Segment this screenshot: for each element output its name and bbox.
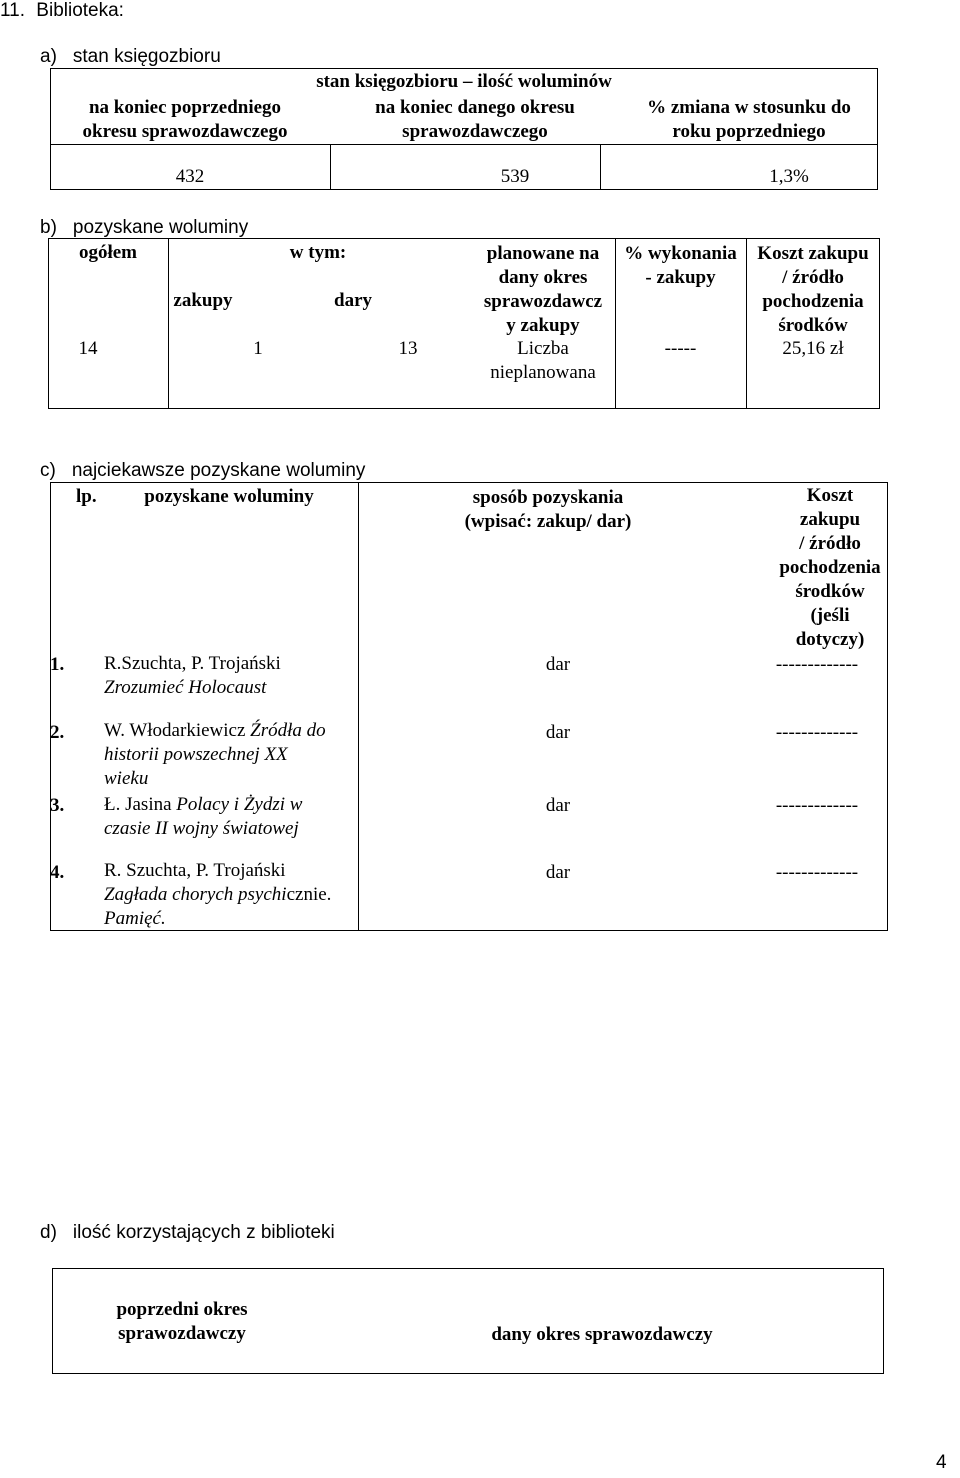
c-woluminy-header: pozyskane woluminy bbox=[144, 486, 314, 507]
b-wykonania-header: % wykonania - zakupy bbox=[624, 243, 737, 288]
b-dary-header: dary bbox=[334, 290, 372, 311]
subsection-d-label: d) ilość korzystających z biblioteki bbox=[40, 1222, 335, 1243]
section-number: 11. bbox=[0, 0, 26, 21]
b-w-tym-header: w tym: bbox=[289, 242, 347, 263]
c-lp-header: lp. bbox=[76, 486, 97, 507]
section-heading bbox=[0, 0, 124, 22]
table-a-value-3: 1,3% bbox=[769, 166, 809, 187]
c-row-4-book: R. Szuchta, P. Trojański Zagłada chorych psychicznie. Pamięć. bbox=[104, 860, 332, 929]
b-planowane-header: planowane na dany okres sprawozdawcz y zakupy bbox=[483, 243, 603, 336]
c-row-1-cost: ------------- bbox=[775, 654, 859, 675]
c-row-1-lp: 1. bbox=[50, 654, 65, 675]
subsection-a-label: a) stan księgozbioru bbox=[40, 46, 221, 67]
table-a-col3-header: % zmiana w stosunku do roku poprzedniego bbox=[647, 97, 851, 142]
table-a-col2-header: na koniec danego okresu sprawozdawczego bbox=[375, 97, 575, 142]
c-row-3-book: Ł. Jasina Polacy i Żydzi w czasie II wojny światowej bbox=[104, 794, 303, 839]
c-row-2-cost: ------------- bbox=[775, 722, 859, 743]
c-row-2-how: dar bbox=[545, 722, 571, 743]
c-row-2-lp: 2. bbox=[50, 722, 65, 743]
d-col1-header: poprzedni okres sprawozdawczy bbox=[116, 1299, 248, 1344]
c-sposob-header: sposób pozyskania (wpisać: zakup/ dar) bbox=[464, 487, 632, 532]
subsection-b-label: b) pozyskane woluminy bbox=[40, 217, 249, 238]
table-a-value-2: 539 bbox=[500, 166, 530, 187]
c-row-1-how: dar bbox=[545, 654, 571, 675]
c-row-3-how: dar bbox=[545, 795, 571, 816]
b-planowane-value: Liczba nieplanowana bbox=[490, 338, 596, 383]
table-b bbox=[48, 238, 880, 409]
b-koszt-value: 25,16 zł bbox=[782, 338, 844, 359]
b-ogolem-header: ogółem bbox=[78, 242, 138, 263]
b-zakupy-header: zakupy bbox=[173, 290, 233, 311]
d-col2-header: dany okres sprawozdawczy bbox=[491, 1324, 713, 1345]
c-row-3-cost: ------------- bbox=[775, 795, 859, 816]
b-koszt-header: Koszt zakupu / źródło pochodzenia środków bbox=[757, 243, 869, 336]
table-a-col1-header: na koniec poprzedniego okresu sprawozdawczego bbox=[82, 97, 288, 142]
c-row-4-lp: 4. bbox=[50, 862, 65, 883]
b-dary-value: 13 bbox=[398, 338, 418, 359]
c-koszt-header: Koszt zakupu / źródło pochodzenia środków (jeśli dotyczy) bbox=[779, 485, 881, 650]
section-title: Biblioteka: bbox=[36, 0, 124, 21]
b-ogolem-value: 14 bbox=[78, 338, 98, 359]
b-wykonania-value: ----- bbox=[664, 338, 697, 359]
c-row-4-how: dar bbox=[545, 862, 571, 883]
subsection-c-label: c) najciekawsze pozyskane woluminy bbox=[40, 460, 366, 481]
c-row-3-lp: 3. bbox=[50, 795, 65, 816]
page-number: 4 bbox=[936, 1452, 947, 1473]
table-d bbox=[52, 1268, 884, 1374]
table-a bbox=[50, 68, 878, 190]
b-zakupy-value: 1 bbox=[253, 338, 263, 359]
table-a-value-1: 432 bbox=[175, 166, 205, 187]
table-c bbox=[50, 482, 888, 931]
c-row-4-cost: ------------- bbox=[775, 862, 859, 883]
table-a-title: stan księgozbioru – ilość woluminów bbox=[316, 71, 612, 92]
c-row-2-book: W. Włodarkiewicz Źródła do historii powszechnej XX wieku bbox=[104, 720, 326, 789]
c-row-1-book: R.Szuchta, P. Trojański Zrozumieć Holocaust bbox=[104, 653, 281, 698]
